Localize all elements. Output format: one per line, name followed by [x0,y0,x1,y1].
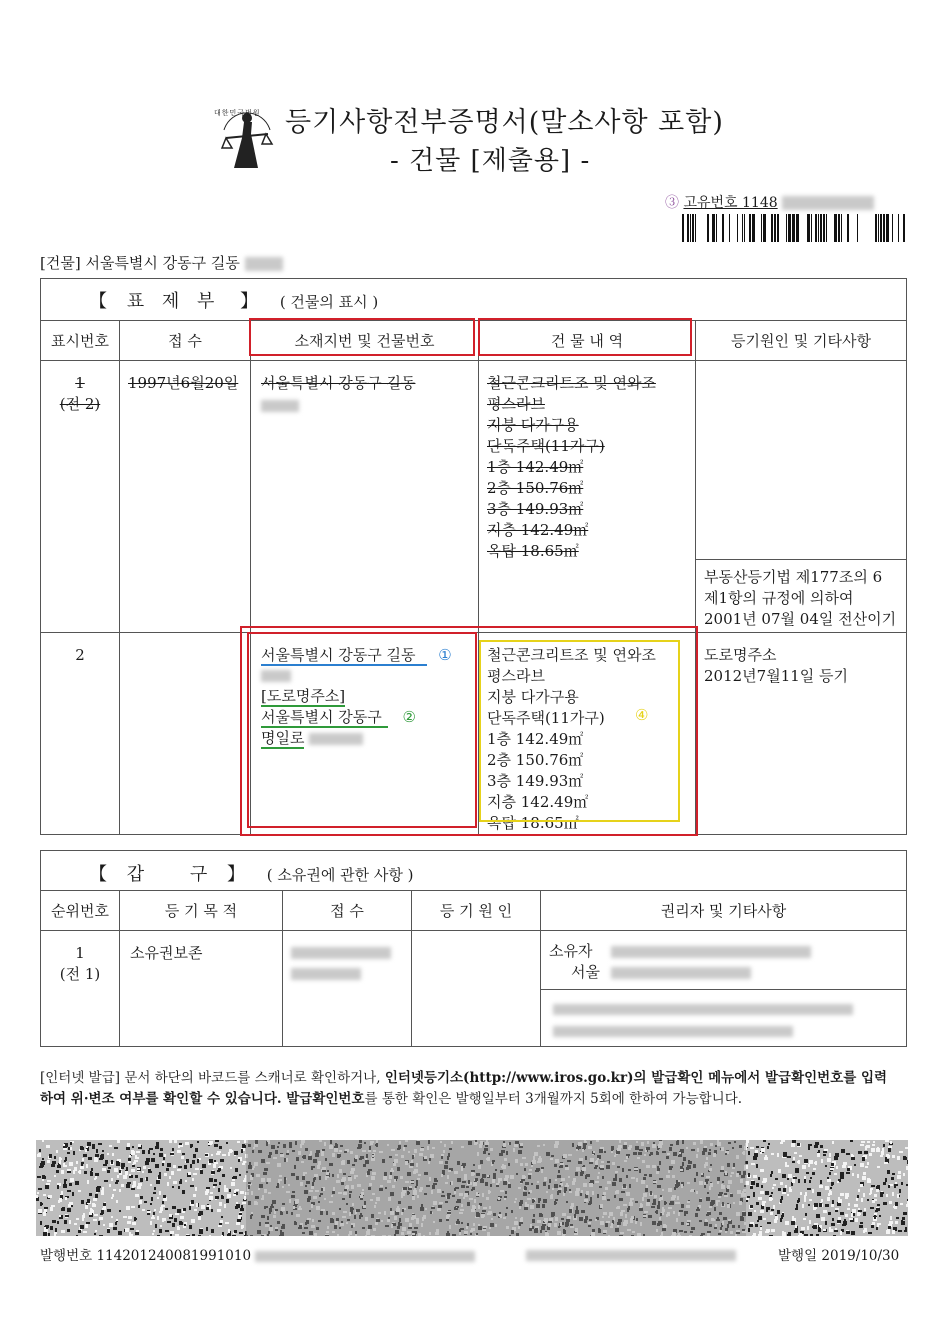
owner-block [549,941,811,983]
header-location: 소재지번 및 건물번호 [251,321,479,361]
gapgu-title-note: ( 소유권에 관한 사항 ) [266,866,414,884]
highlight-row2-location [247,632,477,828]
header-rank-no: 순위번호 [41,891,120,931]
bracket-left: 【 [89,291,107,312]
row2-cause-cell [696,633,907,835]
gap-row1-no-cell [41,931,120,1047]
building-detail-line: 평스라브 [487,395,545,413]
building-detail-line: 철근콘크리트조 및 연와조 [487,646,656,664]
row1-no-sub: (전 2) [59,395,101,413]
building-detail-line: 옥탑 18.65㎡ [487,542,579,560]
issue-date: 발행일 2019/10/30 [778,1248,900,1264]
pyoje-title-note: ( 건물의 표시 ) [279,293,379,311]
row2-no: 2 [75,646,85,664]
header-cause: 등 기 원 인 [412,891,541,931]
row1-details-list [487,373,695,562]
highlight-location-header [249,318,475,356]
redacted-block [291,947,391,959]
row1-cause-line: 2001년 07월 04일 전산이기 [704,610,897,628]
redacted-block [526,1250,736,1261]
gap-row1-holder-cell [541,931,907,1047]
redacted-block [553,1004,853,1015]
bracket-left: 【 [89,864,107,885]
pyoje-title-cell [41,279,907,321]
unique-number-text: 고유번호 1148 [683,195,778,211]
header-display-no: 표시번호 [41,321,120,361]
redacted-block [611,967,751,979]
row2-no-cell [41,633,120,835]
issue-number-text: 발행번호 114201240081991010 [40,1248,252,1264]
verification-barcode [36,1140,908,1236]
building-detail-line: 지층 142.49㎡ [487,521,589,539]
redacted-block [255,1251,475,1262]
gap-row1-purpose: 소유권보존 [130,944,203,962]
row2-date-cell [120,633,251,835]
building-detail-line: 지붕 다가구용 [487,416,579,434]
row2-location-2: 서울특별시 강동구 [261,708,388,728]
bracket-right: 】 [240,291,259,312]
row1-cause-line: 제1항의 규정에 의하여 [704,589,854,607]
notice-text: 를 통한 확인은 발행일부터 3개월까지 5회에 한하여 가능합니다. [364,1091,743,1107]
annotation-circle-1: ① [438,646,452,664]
building-detail-line: 옥탑 18.65㎡ [487,814,579,832]
barcode-small [682,214,906,242]
annotation-circle-3: ③ [665,195,679,211]
pyoje-title: 표 제 부 [126,291,221,312]
notice-bold-text: 인터넷등기소(http://www.iros.go.kr)의 발급확인 메뉴에서 발급확인번호를 입력하여 위·변조 여부를 확인할 수 있습니다. 발급확인번호 [40,1070,888,1107]
row1-cause [704,567,896,630]
header-purpose: 등 기 목 적 [120,891,283,931]
redacted-block [611,946,811,958]
row1-details-cell [479,361,696,633]
document-title: 등기사항전부증명서(말소사항 포함) [285,107,724,138]
header-receipt: 접 수 [283,891,412,931]
building-address-text: [건물] 서울특별시 강동구 길동 [40,254,240,272]
row1-location: 서울특별시 강동구 길동 [261,374,416,392]
row1-date: 1997년6월20일 [128,374,239,392]
building-detail-line: 3층 149.93㎡ [487,500,584,518]
header-right-holder: 권리자 및 기타사항 [541,891,907,931]
highlight-row2-details [479,640,680,822]
highlight-details-header [478,318,692,356]
building-detail-line: 철근콘크리트조 및 연와조 [487,374,656,392]
row2-location-1: 서울특별시 강동구 길동 [261,646,427,666]
owner-label: 소유자 [549,942,593,960]
header-building-details: 건 물 내 역 [479,321,696,361]
row1-cause-line: 부동산등기법 제177조의 6 [704,568,883,586]
building-detail-line: 1층 142.49㎡ [487,730,584,748]
gapgu-title-cell [41,851,907,891]
row1-cause-cell [696,361,907,633]
building-detail-line: 단독주택(11가구) [487,437,605,455]
road-address-tag: [도로명주소] [261,687,346,705]
header-receipt: 접 수 [120,321,251,361]
annotation-circle-4: ④ [635,706,649,724]
row2-cause-line: 2012년7월11일 등기 [704,667,849,685]
row1-no: 1 [75,374,85,392]
redacted-block [261,400,299,412]
gap-row1-purpose-cell [120,931,283,1047]
row1-location-cell [251,361,479,633]
building-detail-line: 2층 150.76㎡ [487,751,584,769]
building-address-line [40,252,283,273]
redacted-block [291,968,361,980]
unique-number [665,192,874,212]
gap-row1-no-sub: (전 1) [59,965,101,983]
building-detail-line: 1층 142.49㎡ [487,458,584,476]
gapgu-table [40,850,907,1047]
building-detail-line: 평스라브 [487,667,545,685]
gap-row1-no: 1 [75,944,85,962]
redacted-block [782,196,874,210]
building-detail-line: 지붕 다가구용 [487,688,579,706]
document-subtitle: - 건물 [제출용] - [390,146,591,176]
row2-location-3: 명일로 [261,729,305,747]
redacted-block [245,257,283,271]
row2-cause-line: 도로명주소 [704,646,777,664]
internet-issuance-notice [40,1068,900,1110]
redacted-footer [526,1245,736,1264]
seal-text: 대한민국법원 [214,109,261,117]
gap-row1-receipt-cell [283,931,412,1047]
redacted-notes [553,999,853,1037]
annotation-circle-2: ② [402,708,416,726]
redacted-block [553,1026,793,1037]
building-detail-line: 3층 149.93㎡ [487,772,584,790]
bracket-right: 】 [227,864,246,885]
issue-number [40,1244,475,1264]
row1-date-cell [120,361,251,633]
owner-city: 서울 [571,963,600,981]
notice-text: [인터넷 발급] 문서 하단의 바코드를 스캐너로 확인하거나, [40,1070,385,1086]
header-cause: 등기원인 및 기타사항 [696,321,907,361]
gapgu-title: 갑 구 [126,864,208,885]
building-detail-line: 지층 142.49㎡ [487,793,589,811]
gap-row1-cause-cell [412,931,541,1047]
row1-no-cell [41,361,120,633]
building-detail-line: 2층 150.76㎡ [487,479,584,497]
building-detail-line: 단독주택(11가구) [487,709,605,727]
